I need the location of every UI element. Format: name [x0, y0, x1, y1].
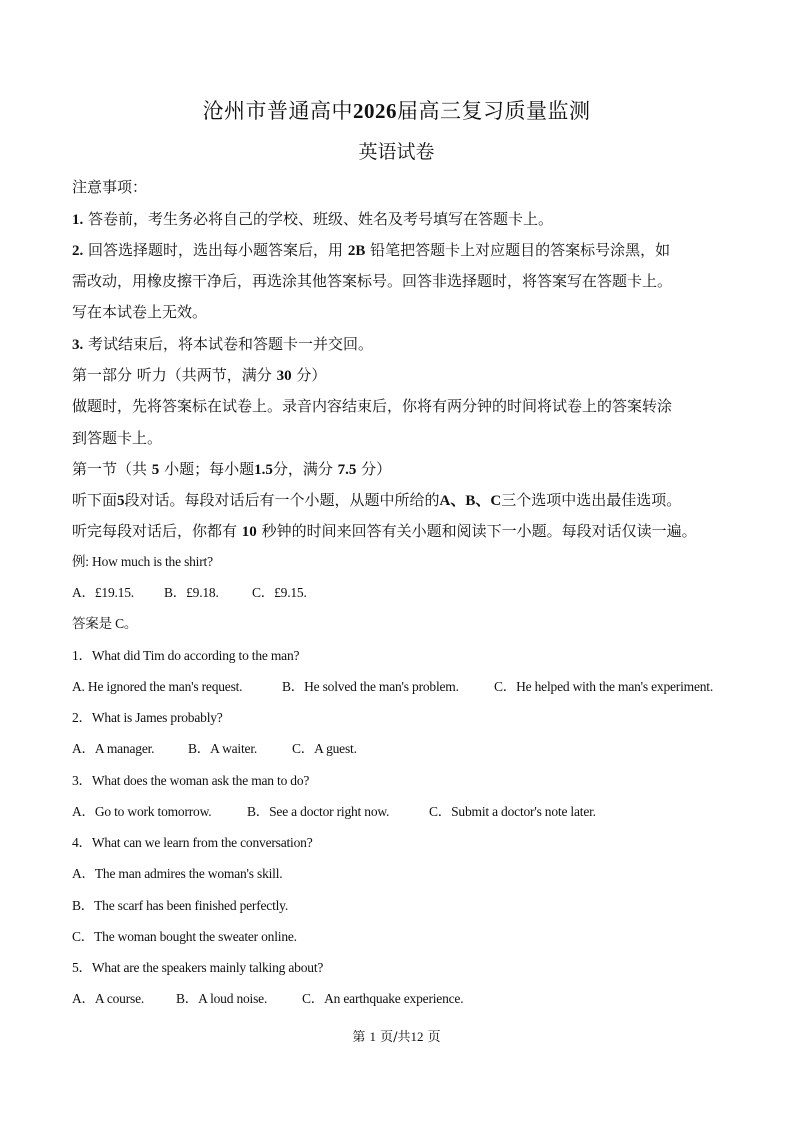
instruction-number: 5 — [117, 493, 125, 509]
question-5-options — [72, 990, 463, 1008]
note-3 — [72, 334, 373, 355]
page-label: 第 — [352, 1030, 366, 1045]
section-instruction-line-1 — [72, 490, 681, 511]
section-heading-score: 1.5 — [254, 462, 273, 478]
part-intro-line-1: 做题时，先将答案标在试卷上。录音内容结束后，你将有两分钟的时间将试卷上的答案转涂 — [72, 397, 673, 415]
option-a: A. He ignored the man's request. — [72, 679, 243, 694]
title-part: 届高三复习质量监测 — [397, 99, 591, 123]
instruction-text: 三个选项中选出最佳选项。 — [501, 491, 682, 509]
question-4: 4．What can we learn from the conversation? — [72, 835, 313, 850]
note-text: 考试结束后，将本试卷和答题卡一并交回。 — [88, 335, 374, 353]
exam-title — [0, 95, 793, 125]
note-text: 答卷前，考生务必将自己的学校、班级、姓名及考号填写在答题卡上。 — [88, 210, 554, 228]
option-c: C．A guest. — [292, 741, 357, 756]
option-c: C．He helped with the man's experiment. — [494, 679, 714, 694]
option-b: B．See a doctor right now. — [247, 804, 390, 819]
option-a: A．A manager. — [72, 741, 155, 756]
page-label: 页/共 — [380, 1030, 411, 1045]
note-2-line-3: 写在本试卷上无效。 — [72, 303, 208, 321]
section-heading-text: 小题；每小题 — [164, 460, 255, 478]
note-text: 回答选择题时，选出每小题答案后，用 — [88, 241, 344, 259]
part-heading-text: 第一部分 听力（共两节，满分 — [72, 366, 272, 384]
question-1-options — [72, 678, 713, 696]
question-4-option-c: C．The woman bought the sweater online. — [72, 929, 297, 944]
note-number: 3. — [72, 337, 84, 353]
title-part: 沧州市普通高中 — [202, 99, 353, 123]
question-1: 1．What did Tim do according to the man? — [72, 648, 300, 663]
example-answer: 答案是 C。 — [72, 616, 138, 631]
option-a: A．£19.15. — [72, 585, 134, 600]
option-b: B．He solved the man's problem. — [282, 679, 459, 694]
instruction-number: 10 — [241, 524, 257, 540]
part-heading-score: 30 — [276, 368, 292, 384]
option-b: B．A loud noise. — [176, 991, 268, 1006]
page-number — [0, 1026, 793, 1045]
exam-subtitle: 英语试卷 — [358, 141, 435, 163]
part-heading-text: 分） — [296, 366, 327, 384]
question-5: 5．What are the speakers mainly talking about? — [72, 960, 324, 975]
part-intro-line-2: 到答题卡上。 — [72, 429, 163, 447]
option-a: A．A course. — [72, 991, 145, 1006]
option-c: C．An earthquake experience. — [302, 991, 464, 1006]
instruction-text: 秒钟的时间来回答有关小题和阅读下一小题。每段对话仅读一遍。 — [261, 522, 697, 540]
page-label: 页 — [427, 1030, 441, 1045]
page-current: 1 — [369, 1029, 376, 1044]
note-text: 铅笔把答题卡上对应题目的答案标号涂黑，如 — [370, 241, 671, 259]
instruction-text: 听完每段对话后，你都有 — [72, 522, 238, 540]
title-year: 2026 — [353, 99, 397, 123]
question-2-options — [72, 740, 357, 758]
instruction-text: 听下面 — [72, 491, 118, 509]
part-heading — [72, 365, 326, 386]
section-heading-text: 第一节（共 — [72, 460, 148, 478]
example-options — [72, 584, 307, 602]
question-4-option-a: A．The man admires the woman's skill. — [72, 866, 283, 881]
example-question: 例: How much is the shirt? — [72, 554, 213, 569]
section-heading-count: 5 — [151, 462, 160, 478]
notes-heading: 注意事项： — [72, 178, 148, 196]
option-c: C．£9.15. — [252, 585, 307, 600]
note-2 — [72, 240, 670, 261]
question-2: 2．What is James probably? — [72, 710, 223, 725]
instruction-options: A、B、C — [439, 493, 502, 509]
section-heading-text: 分，满分 — [272, 460, 333, 478]
note-text: 2B — [347, 243, 366, 259]
note-1 — [72, 209, 553, 230]
section-instruction-line-2 — [72, 521, 697, 542]
option-b: B．£9.18. — [164, 585, 219, 600]
section-heading — [72, 459, 391, 480]
instruction-text: 段对话。每段对话后有一个小题，从题中所给的 — [124, 491, 440, 509]
option-b: B．A waiter. — [188, 741, 258, 756]
option-c: C．Submit a doctor's note later. — [429, 804, 596, 819]
note-2-line-2: 需改动，用橡皮擦干净后，再选涂其他答案标号。回答非选择题时，将答案写在答题卡上。 — [72, 272, 673, 290]
page-total: 12 — [410, 1029, 424, 1044]
note-number: 1. — [72, 212, 84, 228]
option-a: A．Go to work tomorrow. — [72, 804, 212, 819]
question-4-option-b: B．The scarf has been finished perfectly. — [72, 898, 289, 913]
question-3: 3．What does the woman ask the man to do? — [72, 773, 310, 788]
section-heading-total: 7.5 — [337, 462, 357, 478]
question-3-options — [72, 803, 596, 821]
note-number: 2. — [72, 243, 84, 259]
section-heading-text: 分） — [361, 460, 392, 478]
